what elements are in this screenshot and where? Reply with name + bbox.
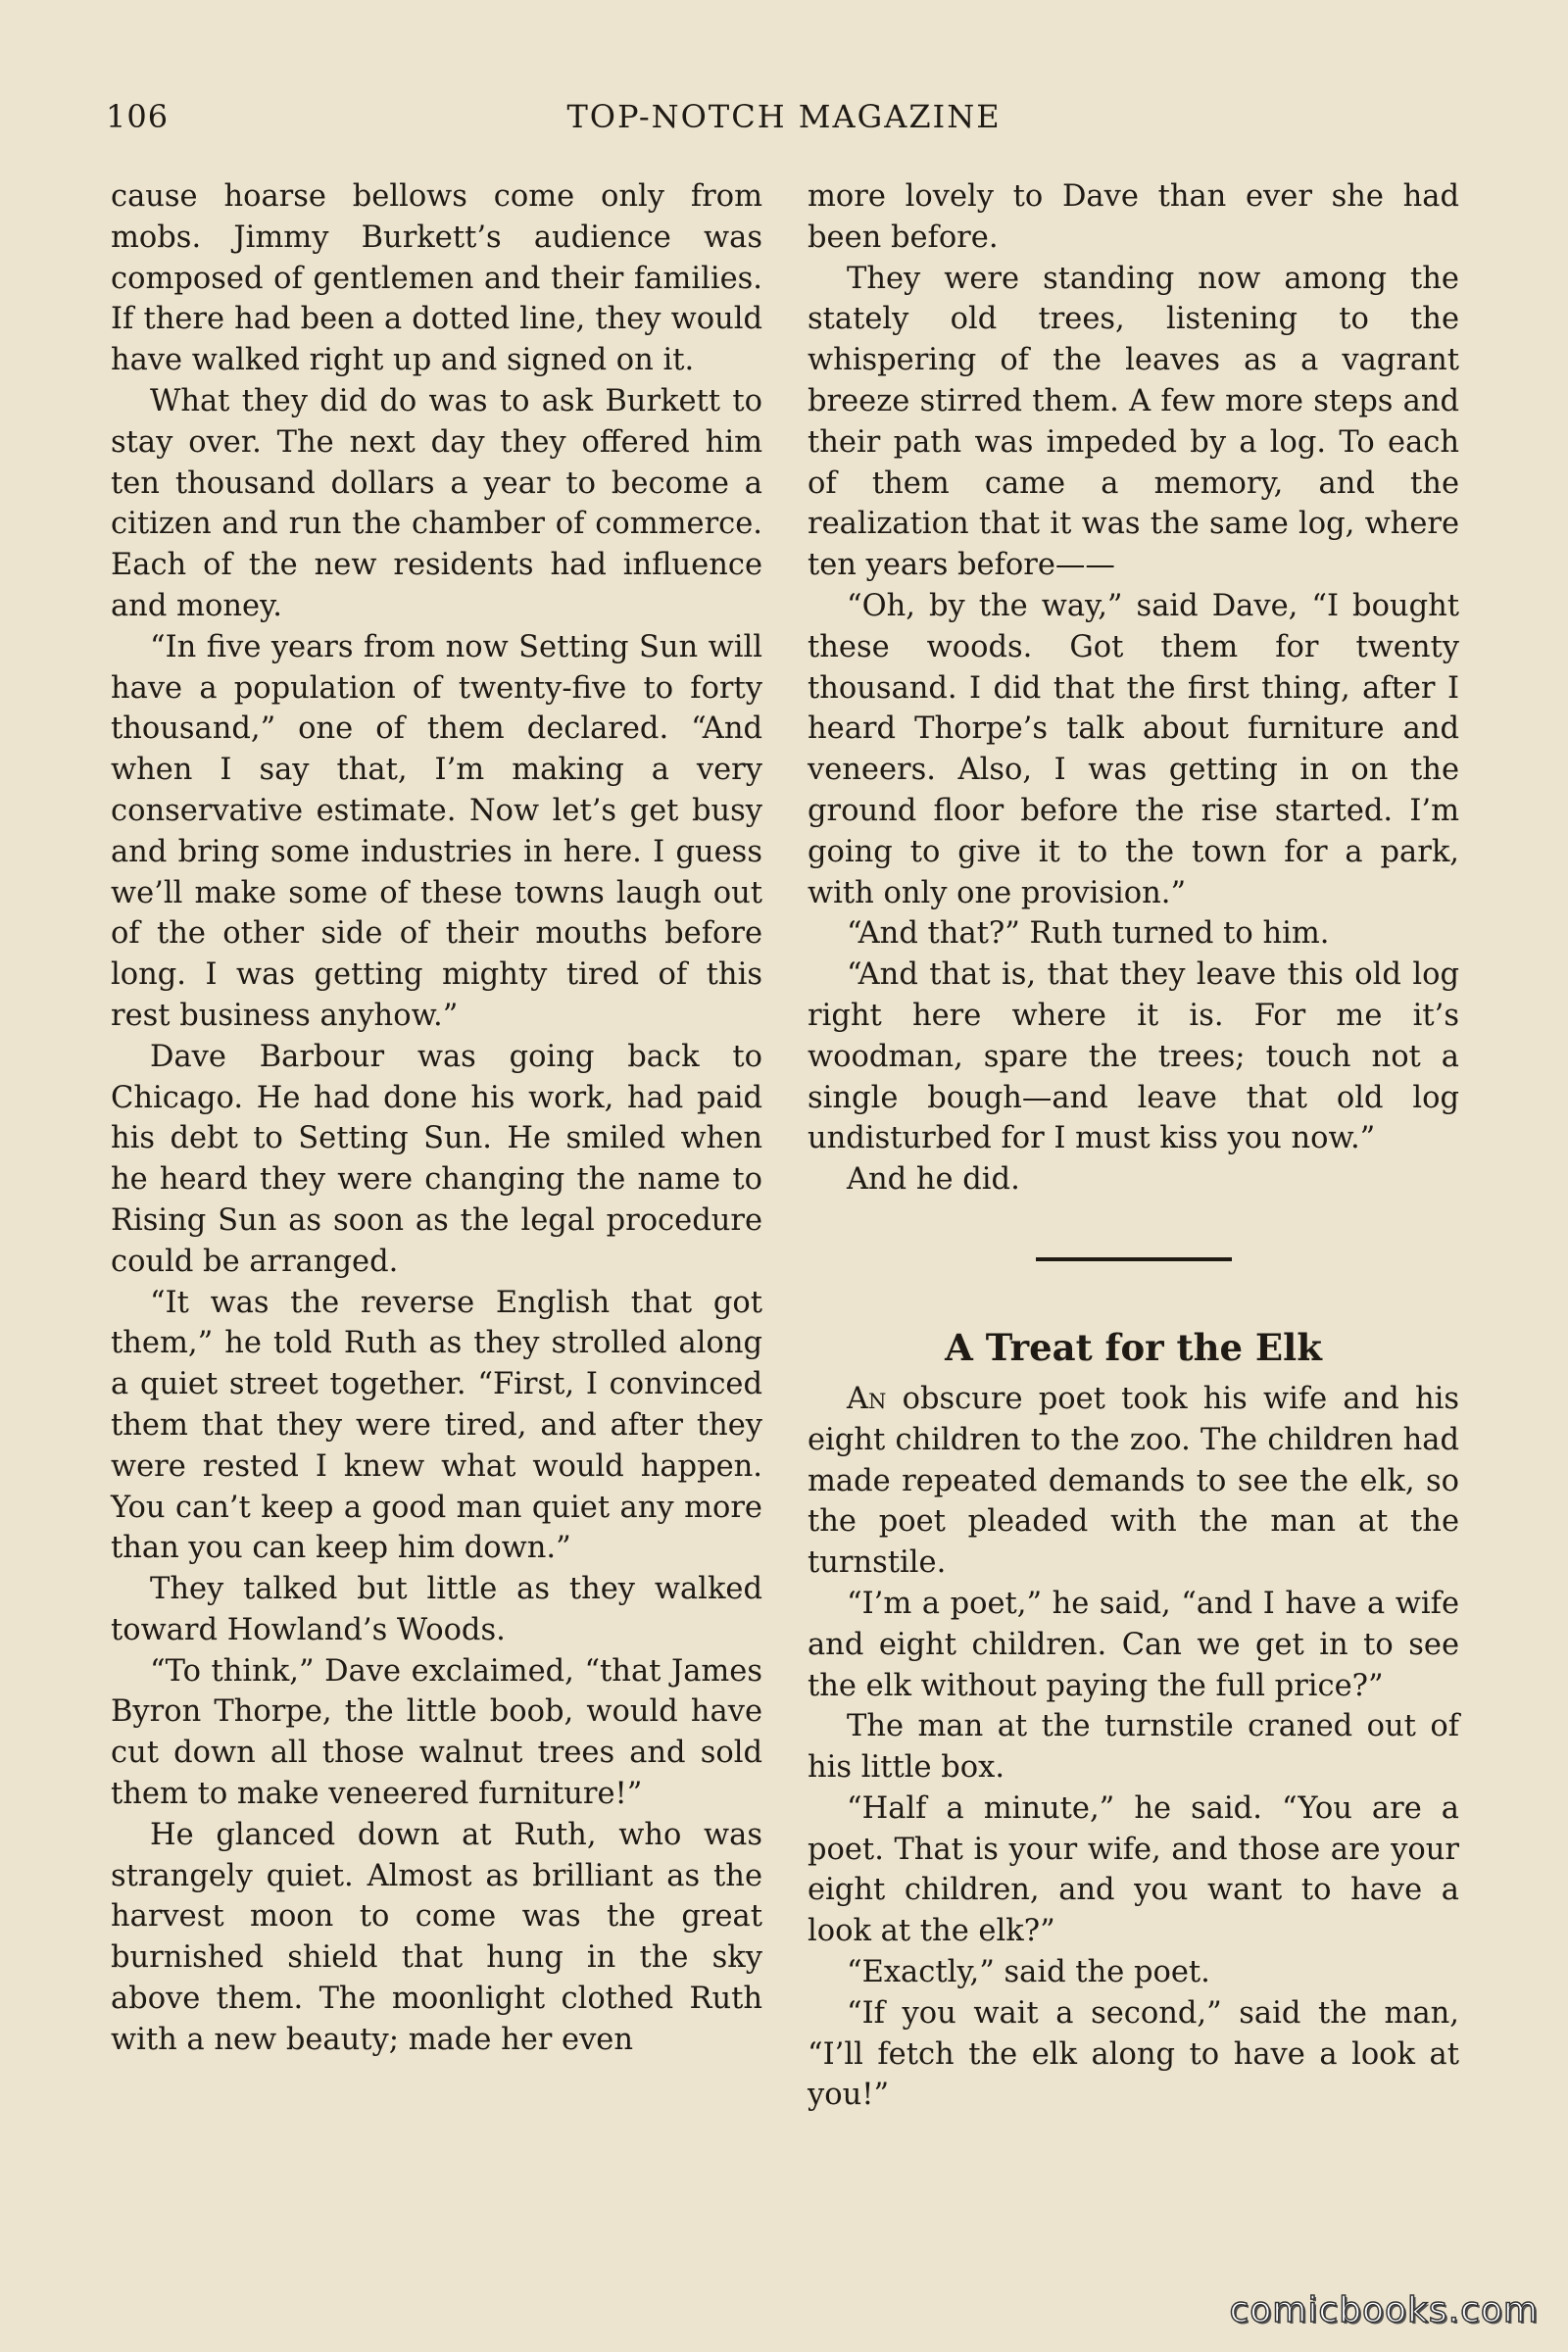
paragraph: They were standing now among the stately old trees, listening to the whispering of the leaves as a vagrant breeze stirred them. A few more steps and their path was impeded by a log. To each of them came a memory, and the realization that it was the same log, where ten years before—— [808, 261, 1459, 583]
story-lead-word: An [847, 1381, 887, 1416]
paragraph: “Exactly,” said the poet. [847, 1955, 1210, 1990]
watermark: comicbooks.com [1229, 2290, 1539, 2330]
paragraph: “Half a minute,” he said. “You are a poet. That is your wife, and those are your eight children, and you want to have a look at the elk?” [808, 1790, 1459, 1949]
paragraph: “Oh, by the way,” said Dave, “I bought these woods. Got them for twenty thousand. I did that the first thing, after I heard Thorpe’s talk about furniture and veneers. Also, I was getting in on the ground floor before the rise started. I’m going to give it to the town for a park, with only one provision.” [808, 588, 1459, 910]
paragraph: “And that is, that they leave this old log right here where it is. For me it’s woodman, spare the trees; touch not a single bough—and leave that old log undisturbed for I must kiss you now.” [808, 957, 1459, 1156]
running-head [0, 98, 1568, 147]
right-column [808, 176, 1459, 2116]
paragraph: They talked but little as they walked toward Howland’s Woods. [111, 1572, 762, 1647]
page-number: 106 [106, 98, 170, 135]
paragraph: The man at the turnstile craned out of his little box. [808, 1709, 1459, 1786]
paragraph: “In five years from now Setting Sun will have a population of twenty-five to forty thousand,” one of them declared. “And when I say that, I’m making a very conservative estimate. Now let’s get busy and bring some industries in here. I guess we’ll make some of these towns laugh out of the other side of their mouths before long. I was getting mighty tired of this rest business anyhow.” [111, 629, 762, 1033]
story-first-paragraph [808, 1379, 1459, 1584]
paragraph: Dave Barbour was going back to Chicago. He had done his work, had paid his debt to Setting Sun. He smiled when he heard they were changing the name to Rising Sun as soon as the legal procedure could be arranged. [111, 1039, 762, 1279]
story-title: A Treat for the Elk [945, 1325, 1322, 1369]
left-column [111, 176, 762, 2061]
paragraph: He glanced down at Ruth, who was strangely quiet. Almost as brilliant as the harvest moon to come was the great burnished shield that hung in the sky above them. The moonlight clothed Ruth with a new beauty; made her even [111, 1817, 762, 2057]
paragraph: And he did. [847, 1162, 1020, 1198]
story-first-paragraph-text: obscure poet took his wife and his eight children to the zoo. The children had made repeated demands to see the elk, so the poet pleaded with the man at the turnstile. [808, 1381, 1459, 1581]
paragraph: “If you wait a second,” said the man, “I’ll fetch the elk along to have a look at you!” [808, 1995, 1459, 2113]
paragraph: “It was the reverse English that got them,” he told Ruth as they strolled along a quiet street together. “First, I convinced them that they were tired, and after they were rested I knew what would happen. You can’t keep a good man quiet any more than you can keep him down.” [111, 1285, 762, 1566]
paragraph: What they did do was to ask Burkett to stay over. The next day they offered him ten thousand dollars a year to become a citizen and run the chamber of commerce. Each of the new residents had influence and money. [111, 383, 762, 623]
paragraph: “I’m a poet,” he said, “and I have a wife and eight children. Can we get in to see the elk without paying the full price?” [808, 1586, 1459, 1703]
paragraph: “To think,” Dave exclaimed, “that James Byron Thorpe, the little boob, would have cut down all those walnut trees and sold them to make veneered furniture!” [111, 1653, 762, 1812]
section-divider [1036, 1257, 1232, 1261]
paragraph: “And that?” Ruth turned to him. [847, 916, 1330, 952]
paragraph: cause hoarse bellows come only from mobs. Jimmy Burkett’s audience was composed of gentlemen and their families. If there had been a dotted line, they would have walked right up and signed on it. [111, 179, 762, 378]
paragraph: more lovely to Dave than ever she had been before. [808, 179, 1459, 255]
magazine-title: TOP-NOTCH MAGAZINE [566, 98, 1002, 135]
